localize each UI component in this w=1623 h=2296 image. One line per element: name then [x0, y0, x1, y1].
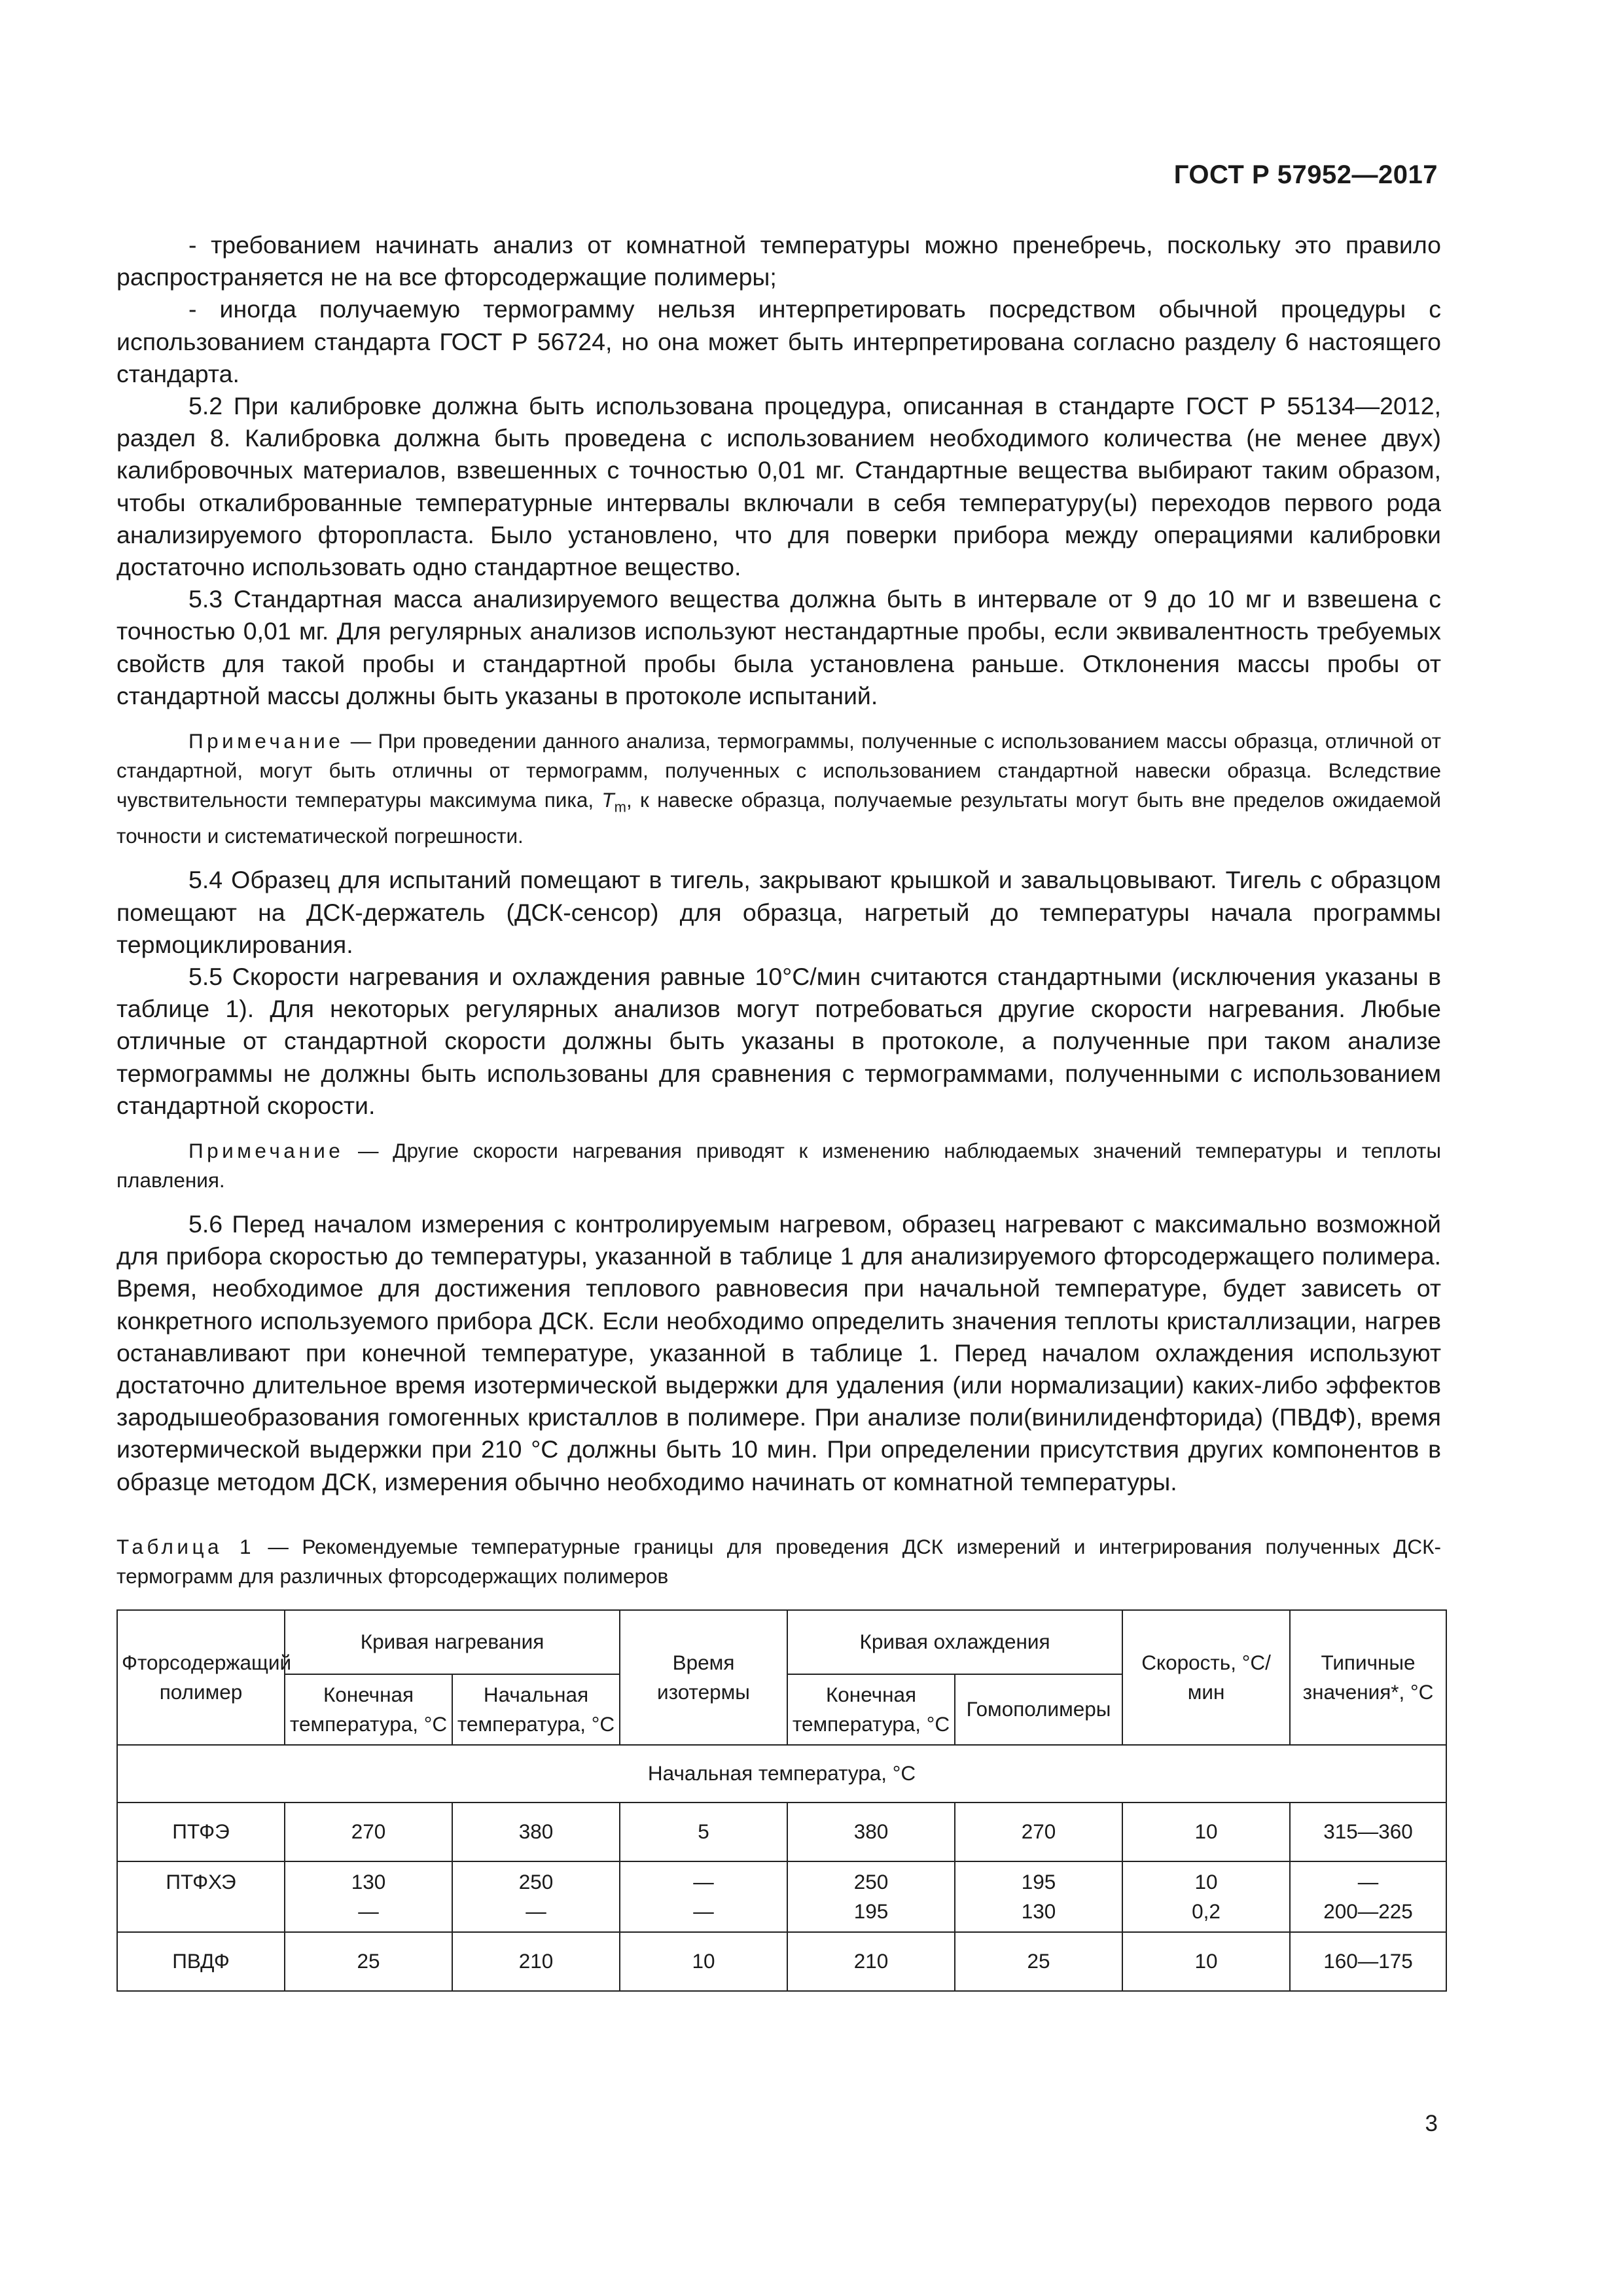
- table-row: [117, 1932, 1446, 1991]
- cell-rate: 10: [1122, 1932, 1290, 1991]
- table-row: [117, 1803, 1446, 1861]
- cell-rate: 10: [1122, 1803, 1290, 1861]
- cell-typical: 315—360: [1290, 1803, 1446, 1861]
- table-row: [117, 1861, 1446, 1932]
- table-caption: [116, 1532, 1441, 1591]
- cell-typical: — 200—225: [1290, 1861, 1446, 1932]
- note-1-symbol: T: [601, 788, 615, 812]
- page-number: 3: [1425, 2111, 1438, 2136]
- header-typical: Типичные значения*, °C: [1290, 1610, 1446, 1745]
- cell-cool-end: 380: [787, 1803, 955, 1861]
- cell-heat-start: 380: [452, 1803, 620, 1861]
- paragraph-5-4: 5.4 Образец для испытаний помещают в тигель, закрывают крышкой и завальцовывают. Тигель с образцом помещают на ДСК-держатель (ДСК-сенсор) для образца, нагретый до температуры начала программы термоциклирования.: [116, 866, 1441, 958]
- paragraph-dash-1: - требованием начинать анализ от комнатной температуры можно пренебречь, поскольку это правило распространяется не на все фторсодержащие полимеры;: [116, 231, 1441, 291]
- cell-polymer: ПТФЭ: [117, 1803, 285, 1861]
- paragraph-5-3: 5.3 Стандартная масса анализируемого вещества должна быть в интервале от 9 до 10 мг и взвешена с точностью 0,01 мг. Для регулярных анализов используют нестандартные пробы, если эквивалентность требуемых свойств для такой пробы и стандартной пробы была установлена раньше. Отклонения массы пробы от стандартной массы должны быть указаны в протоколе испытаний.: [116, 585, 1441, 709]
- cell-typical: 160—175: [1290, 1932, 1446, 1991]
- document-header: ГОСТ Р 57952—2017: [1173, 160, 1438, 189]
- cell-heat-start: 250 —: [452, 1861, 620, 1932]
- header-heating: Кривая нагревания: [285, 1610, 620, 1674]
- cell-homo: 195 130: [955, 1861, 1122, 1932]
- cell-iso: 10: [620, 1932, 787, 1991]
- cell-heat-end: 270: [285, 1803, 452, 1861]
- header-cooling: Кривая охлаждения: [787, 1610, 1122, 1674]
- header-heat-start: Начальная температура, °C: [452, 1674, 620, 1745]
- note-1: [116, 726, 1441, 851]
- cell-iso: 5: [620, 1803, 787, 1861]
- header-homopolymers: Гомополимеры: [955, 1674, 1122, 1745]
- header-polymer: Фторсодержащий полимер: [117, 1610, 285, 1745]
- table-caption-label: Таблица 1: [116, 1534, 255, 1558]
- note-1-subscript: m: [614, 798, 626, 816]
- cell-rate: 10 0,2: [1122, 1861, 1290, 1932]
- cell-cool-end: 250 195: [787, 1861, 955, 1932]
- note-1-text-a: — При проведении данного анализа, термограммы, полученные с использованием массы образца, отличной от стандартной, могут быть отличны от термограмм, полученных с использованием стандартной навески образца. Вследствие чувствительности температуры максимума пика,: [116, 729, 1441, 812]
- header-rate: Скорость, °C/мин: [1122, 1610, 1290, 1745]
- note-1-label: Примечание: [188, 729, 344, 753]
- cell-iso: — —: [620, 1861, 787, 1932]
- table-header-row-1: [117, 1610, 1446, 1674]
- subheader-start-temp: Начальная температура, °C: [117, 1745, 1446, 1803]
- paragraph-5-6: 5.6 Перед началом измерения с контролируемым нагревом, образец нагревают с максимально возможной для прибора скоростью до температуры, указанной в таблице 1 для анализируемого фторсодержащего полимера. Время, необходимое для достижения теплового равновесия при начальной температуре, будет зависеть от конкретного используемого прибора ДСК. Если необходимо определить значения теплоты кристаллизации, нагрев останавливают при конечной температуре, указанной в таблице 1. Перед началом охлаждения используют достаточно длительное время изотермической выдержки для удаления (или нормализации) каких-либо эффектов зародышеобразования гомогенных кристаллов в полимере. При анализе поли(винилиденфторида) (ПВДФ), время изотермической выдержки при 210 °C должны быть 10 мин. При определении присутствия других компонентов в образце методом ДСК, измерения обычно необходимо начинать от комнатной температуры.: [116, 1210, 1441, 1496]
- cell-cool-end: 210: [787, 1932, 955, 1991]
- table-1: [116, 1609, 1447, 1992]
- document-body: [116, 229, 1441, 1992]
- note-2: [116, 1136, 1441, 1195]
- cell-heat-end: 25: [285, 1932, 452, 1991]
- cell-heat-start: 210: [452, 1932, 620, 1991]
- paragraph-5-5: 5.5 Скорости нагревания и охлаждения равные 10°C/мин считаются стандартными (исключения указаны в таблице 1). Для некоторых регулярных анализов могут потребоваться другие скорости нагревания. Любые отличные от стандартной скорости должны быть указаны в протоколе, а полученные при таком анализе термограммы не должны быть использованы для сравнения с термограммами, полученными с использованием стандартной скорости.: [116, 962, 1441, 1119]
- note-2-label: Примечание: [188, 1138, 344, 1162]
- cell-homo: 270: [955, 1803, 1122, 1861]
- header-cool-end: Конечная температура, °C: [787, 1674, 955, 1745]
- paragraph-dash-2: - иногда получаемую термограмму нельзя интерпретировать посредством обычной процедуры с использованием стандарта ГОСТ Р 56724, но она может быть интерпретирована согласно разделу 6 настоящего стандарта.: [116, 295, 1441, 387]
- header-iso-time: Время изотермы: [620, 1610, 787, 1745]
- table-caption-text: — Рекомендуемые температурные границы для проведения ДСК измерений и интегрирования полученных ДСК-термограмм для различных фторсодержащих полимеров: [116, 1534, 1441, 1588]
- cell-heat-end: 130 —: [285, 1861, 452, 1932]
- note-1-text-b: , к навеске образца, получаемые результаты могут быть вне пределов ожидаемой точности и систематической погрешности.: [116, 788, 1441, 848]
- paragraph-5-2: 5.2 При калибровке должна быть использована процедура, описанная в стандарте ГОСТ Р 55134—2012, раздел 8. Калибровка должна быть проведена с использованием необходимого количества (не менее двух) калибровочных материалов, взвешенных с точностью 0,01 мг. Стандартные вещества выбирают таким образом, чтобы откалиброванные температурные интервалы включали в себя температуру(ы) переходов первого рода анализируемого фторопласта. Было установлено, что для поверки прибора между операциями калибровки достаточно использовать одно стандартное вещество.: [116, 392, 1441, 581]
- table-subheader-row: [117, 1745, 1446, 1803]
- header-heat-end: Конечная температура, °C: [285, 1674, 452, 1745]
- note-2-text: — Другие скорости нагревания приводят к изменению наблюдаемых значений температуры и теплоты плавления.: [116, 1138, 1441, 1192]
- cell-homo: 25: [955, 1932, 1122, 1991]
- cell-polymer: ПТФХЭ: [117, 1861, 285, 1932]
- cell-polymer: ПВДФ: [117, 1932, 285, 1991]
